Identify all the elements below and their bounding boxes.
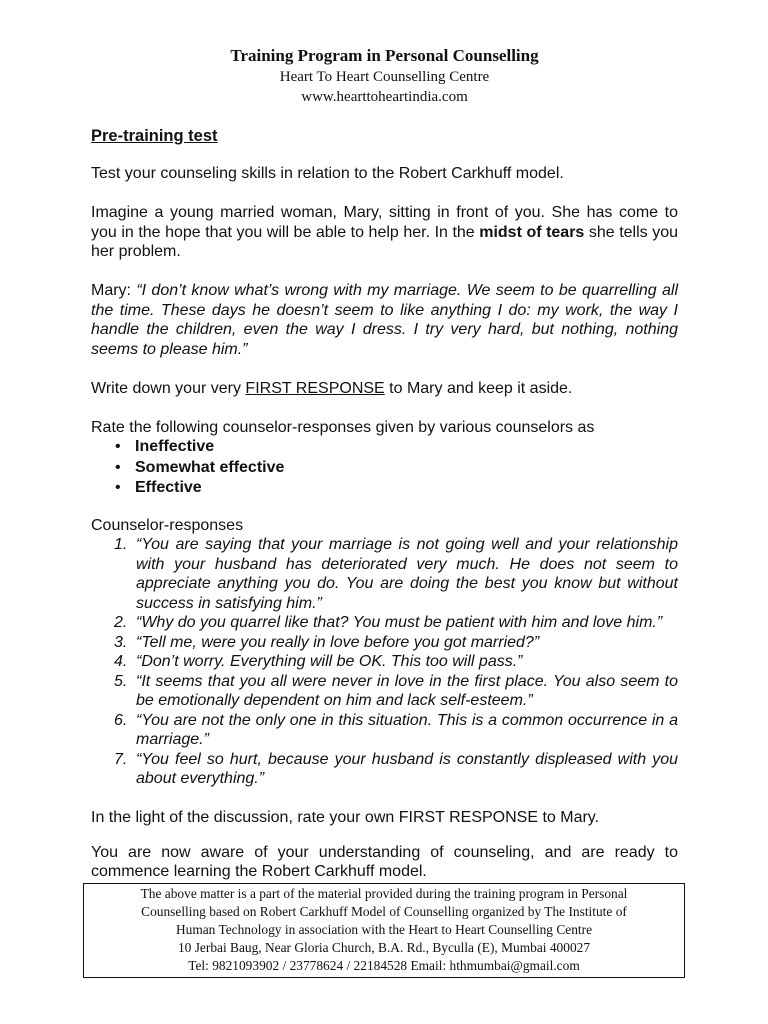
responses-title: Counselor-responses [91, 516, 244, 534]
response-item: 5. “It seems that you all were never in love in the first place. You also seem to be emotionally dependent on him and lack self-esteem.” [114, 672, 678, 709]
rating-item: • Ineffective [135, 437, 678, 458]
closing-paragraph: You are now aware of your understanding of counseling, and are ready to commence learning the Robert Carkhuff model. [91, 843, 678, 880]
footer-address: 10 Jerbai Baug, Near Gloria Church, B.A. Rd., Byculla (E), Mumbai 400027 [177, 940, 591, 955]
rate-intro: Rate the following counselor-responses given by various counselors as [91, 418, 595, 436]
footer-line: The above matter is a part of the material provided during the training program in Personal [140, 886, 628, 901]
instruction-paragraph [91, 379, 678, 399]
centre-name: Heart To Heart Counselling Centre [279, 69, 490, 85]
bullet-icon: • [115, 458, 121, 476]
program-title: Training Program in Personal Counselling [230, 46, 539, 65]
rating-item: • Effective [135, 478, 678, 499]
response-item: 3. “Tell me, were you really in love before you got married?” [114, 633, 540, 651]
response-item: 1. “You are saying that your marriage is not going well and your relationship with your husband has deteriorated very much. He does not seem to appreciate anything you do. You are doing the best you know but without success in satisfying him.” [114, 536, 678, 612]
instruction-underlined: FIRST RESPONSE [245, 379, 385, 397]
rating-item: • Somewhat effective [135, 458, 678, 479]
response-item: 2. “Why do you quarrel like that? You must be patient with him and love him.” [114, 614, 663, 631]
footer-line: Counselling based on Robert Carkhuff Model of Counselling organized by The Institute of [141, 904, 627, 919]
footer-line: Human Technology in association with the Heart to Heart Counselling Centre [175, 922, 593, 937]
response-item: 4. “Don’t worry. Everything will be OK. This too will pass.” [114, 653, 523, 670]
intro-paragraph: Test your counseling skills in relation to the Robert Carkhuff model. [91, 165, 564, 182]
bullet-icon: • [115, 479, 121, 496]
mary-statement [91, 281, 678, 359]
footer-box [83, 883, 685, 978]
response-item: 7. “You feel so hurt, because your husband is constantly displeased with you about everything.” [114, 750, 678, 787]
footer-contact: Tel: 9821093902 / 23778624 / 22184528 Email: hthmumbai@gmail.com [188, 958, 580, 973]
website-link[interactable]: www.hearttoheartindia.com [301, 89, 468, 105]
rating-list [91, 437, 678, 499]
discussion-paragraph: In the light of the discussion, rate your own FIRST RESPONSE to Mary. [91, 809, 600, 826]
scenario-emphasis: midst of tears [479, 223, 585, 241]
scenario-text-after: she tells you her problem. [91, 223, 679, 260]
instruction-before: Write down your very [91, 379, 246, 397]
mary-quote: “I don’t know what’s wrong with my marriage. We seem to be quarrelling all the time. These days he doesn’t seem to like anything I do: my work, the way I handle the children, even the way I dress. I try very hard, but nothing, nothing seems to please him.” [91, 282, 678, 358]
section-title: Pre-training test [91, 127, 218, 145]
mary-speaker: Mary: [91, 282, 137, 299]
bullet-icon: • [115, 438, 121, 455]
response-item: 6. “You are not the only one in this situation. This is a common occurrence in a marriage.” [114, 711, 678, 748]
instruction-after: to Mary and keep it aside. [384, 379, 573, 397]
document-page [91, 45, 678, 882]
scenario-paragraph [91, 203, 678, 262]
document-header [91, 45, 678, 107]
scenario-text-before: Imagine a young married woman, Mary, sitting in front of you. She has come to you in the hope that you will be able to help her. In the [91, 204, 678, 241]
response-list [91, 535, 678, 789]
